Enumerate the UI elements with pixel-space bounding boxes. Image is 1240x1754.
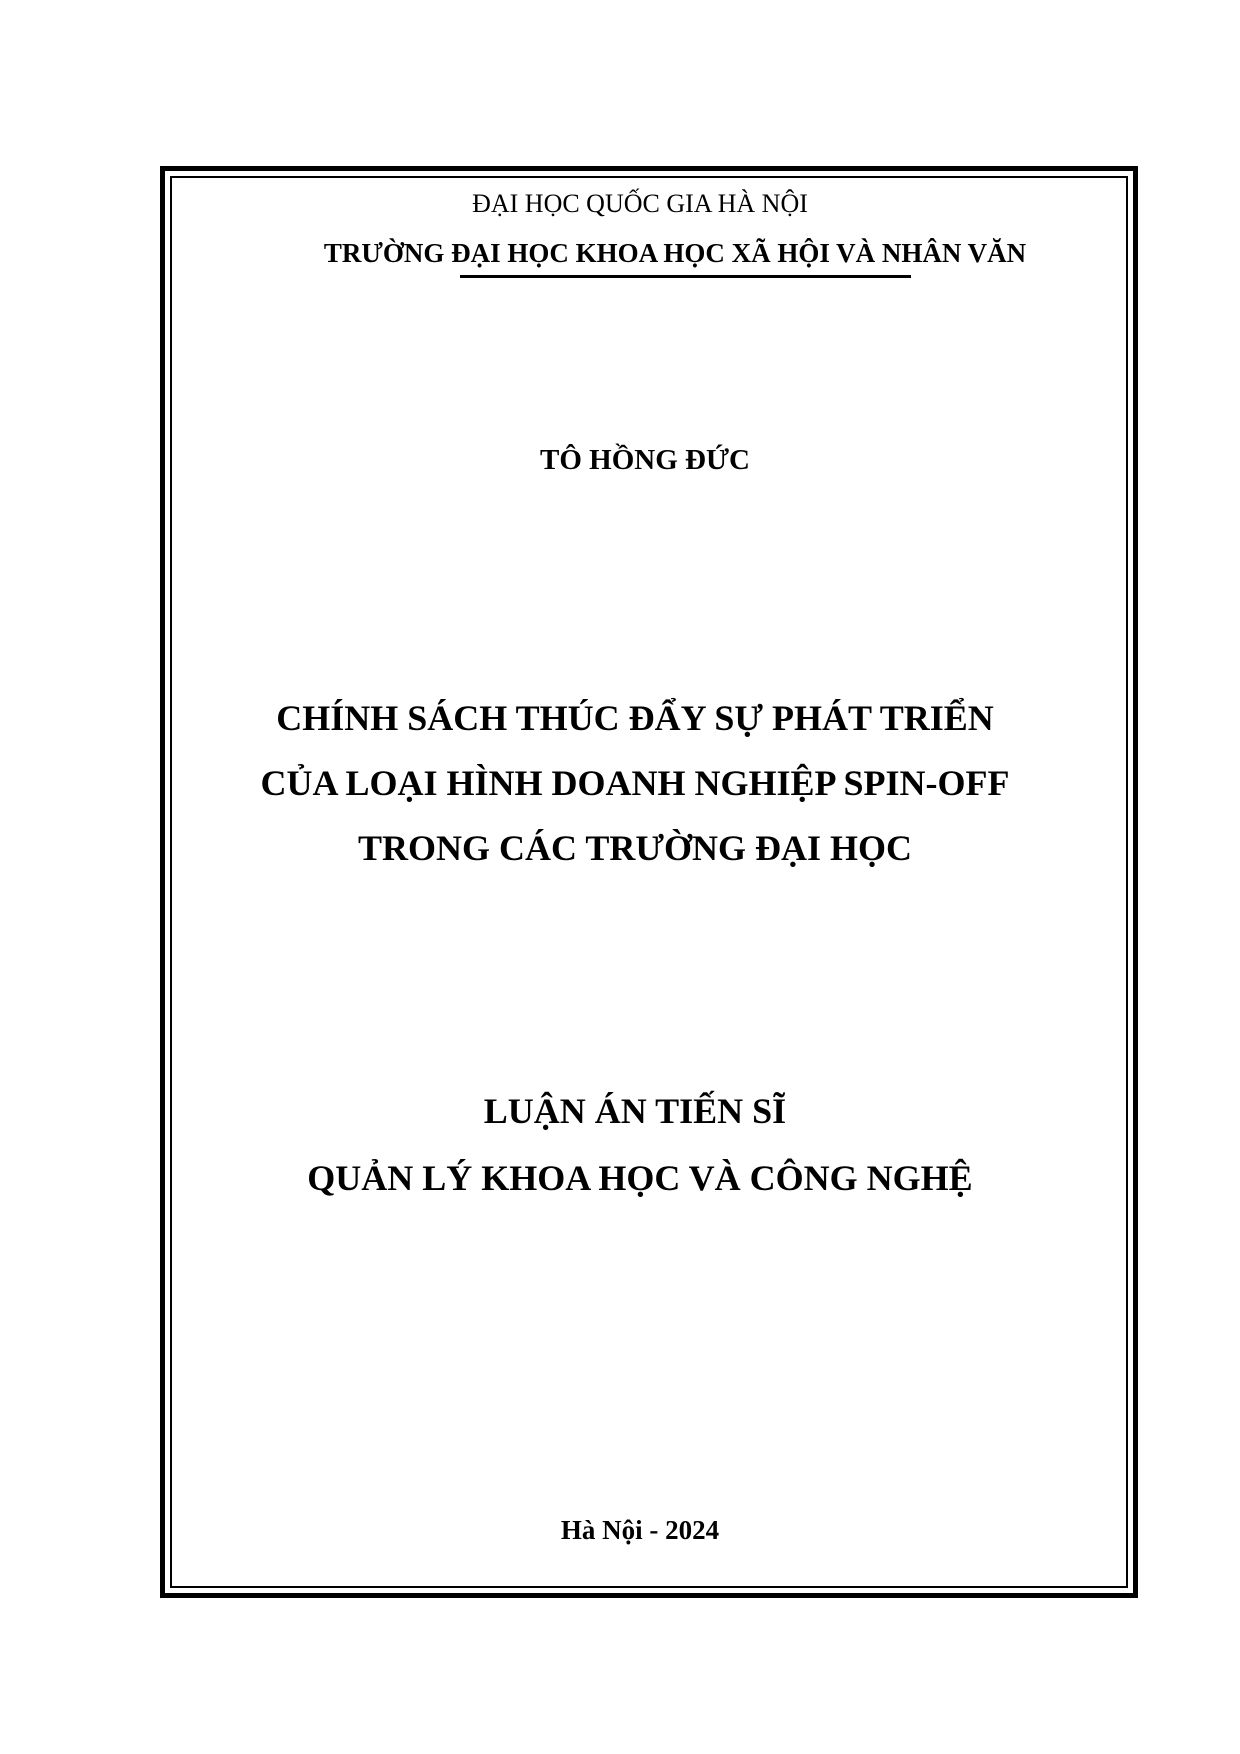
degree-field: QUẢN LÝ KHOA HỌC VÀ CÔNG NGHỆ: [307, 1158, 973, 1198]
degree-type: LUẬN ÁN TIẾN SĨ: [483, 1091, 787, 1131]
university-name: ĐẠI HỌC QUỐC GIA HÀ NỘI: [472, 189, 808, 218]
thesis-title-line-1: CHÍNH SÁCH THÚC ĐẨY SỰ PHÁT TRIỂN: [276, 698, 994, 738]
school-underline: [460, 275, 911, 278]
school-name: TRƯỜNG ĐẠI HỌC KHOA HỌC XÃ HỘI VÀ NHÂN VĂN: [323, 238, 1027, 268]
author-name: TÔ HỒNG ĐỨC: [540, 444, 750, 476]
thesis-title-line-2: CỦA LOẠI HÌNH DOANH NGHIỆP SPIN-OFF: [260, 763, 1010, 803]
page-border-inner: [170, 176, 1128, 1588]
place-and-year: Hà Nội - 2024: [560, 1515, 720, 1545]
thesis-title-line-3: TRONG CÁC TRƯỜNG ĐẠI HỌC: [357, 828, 913, 868]
